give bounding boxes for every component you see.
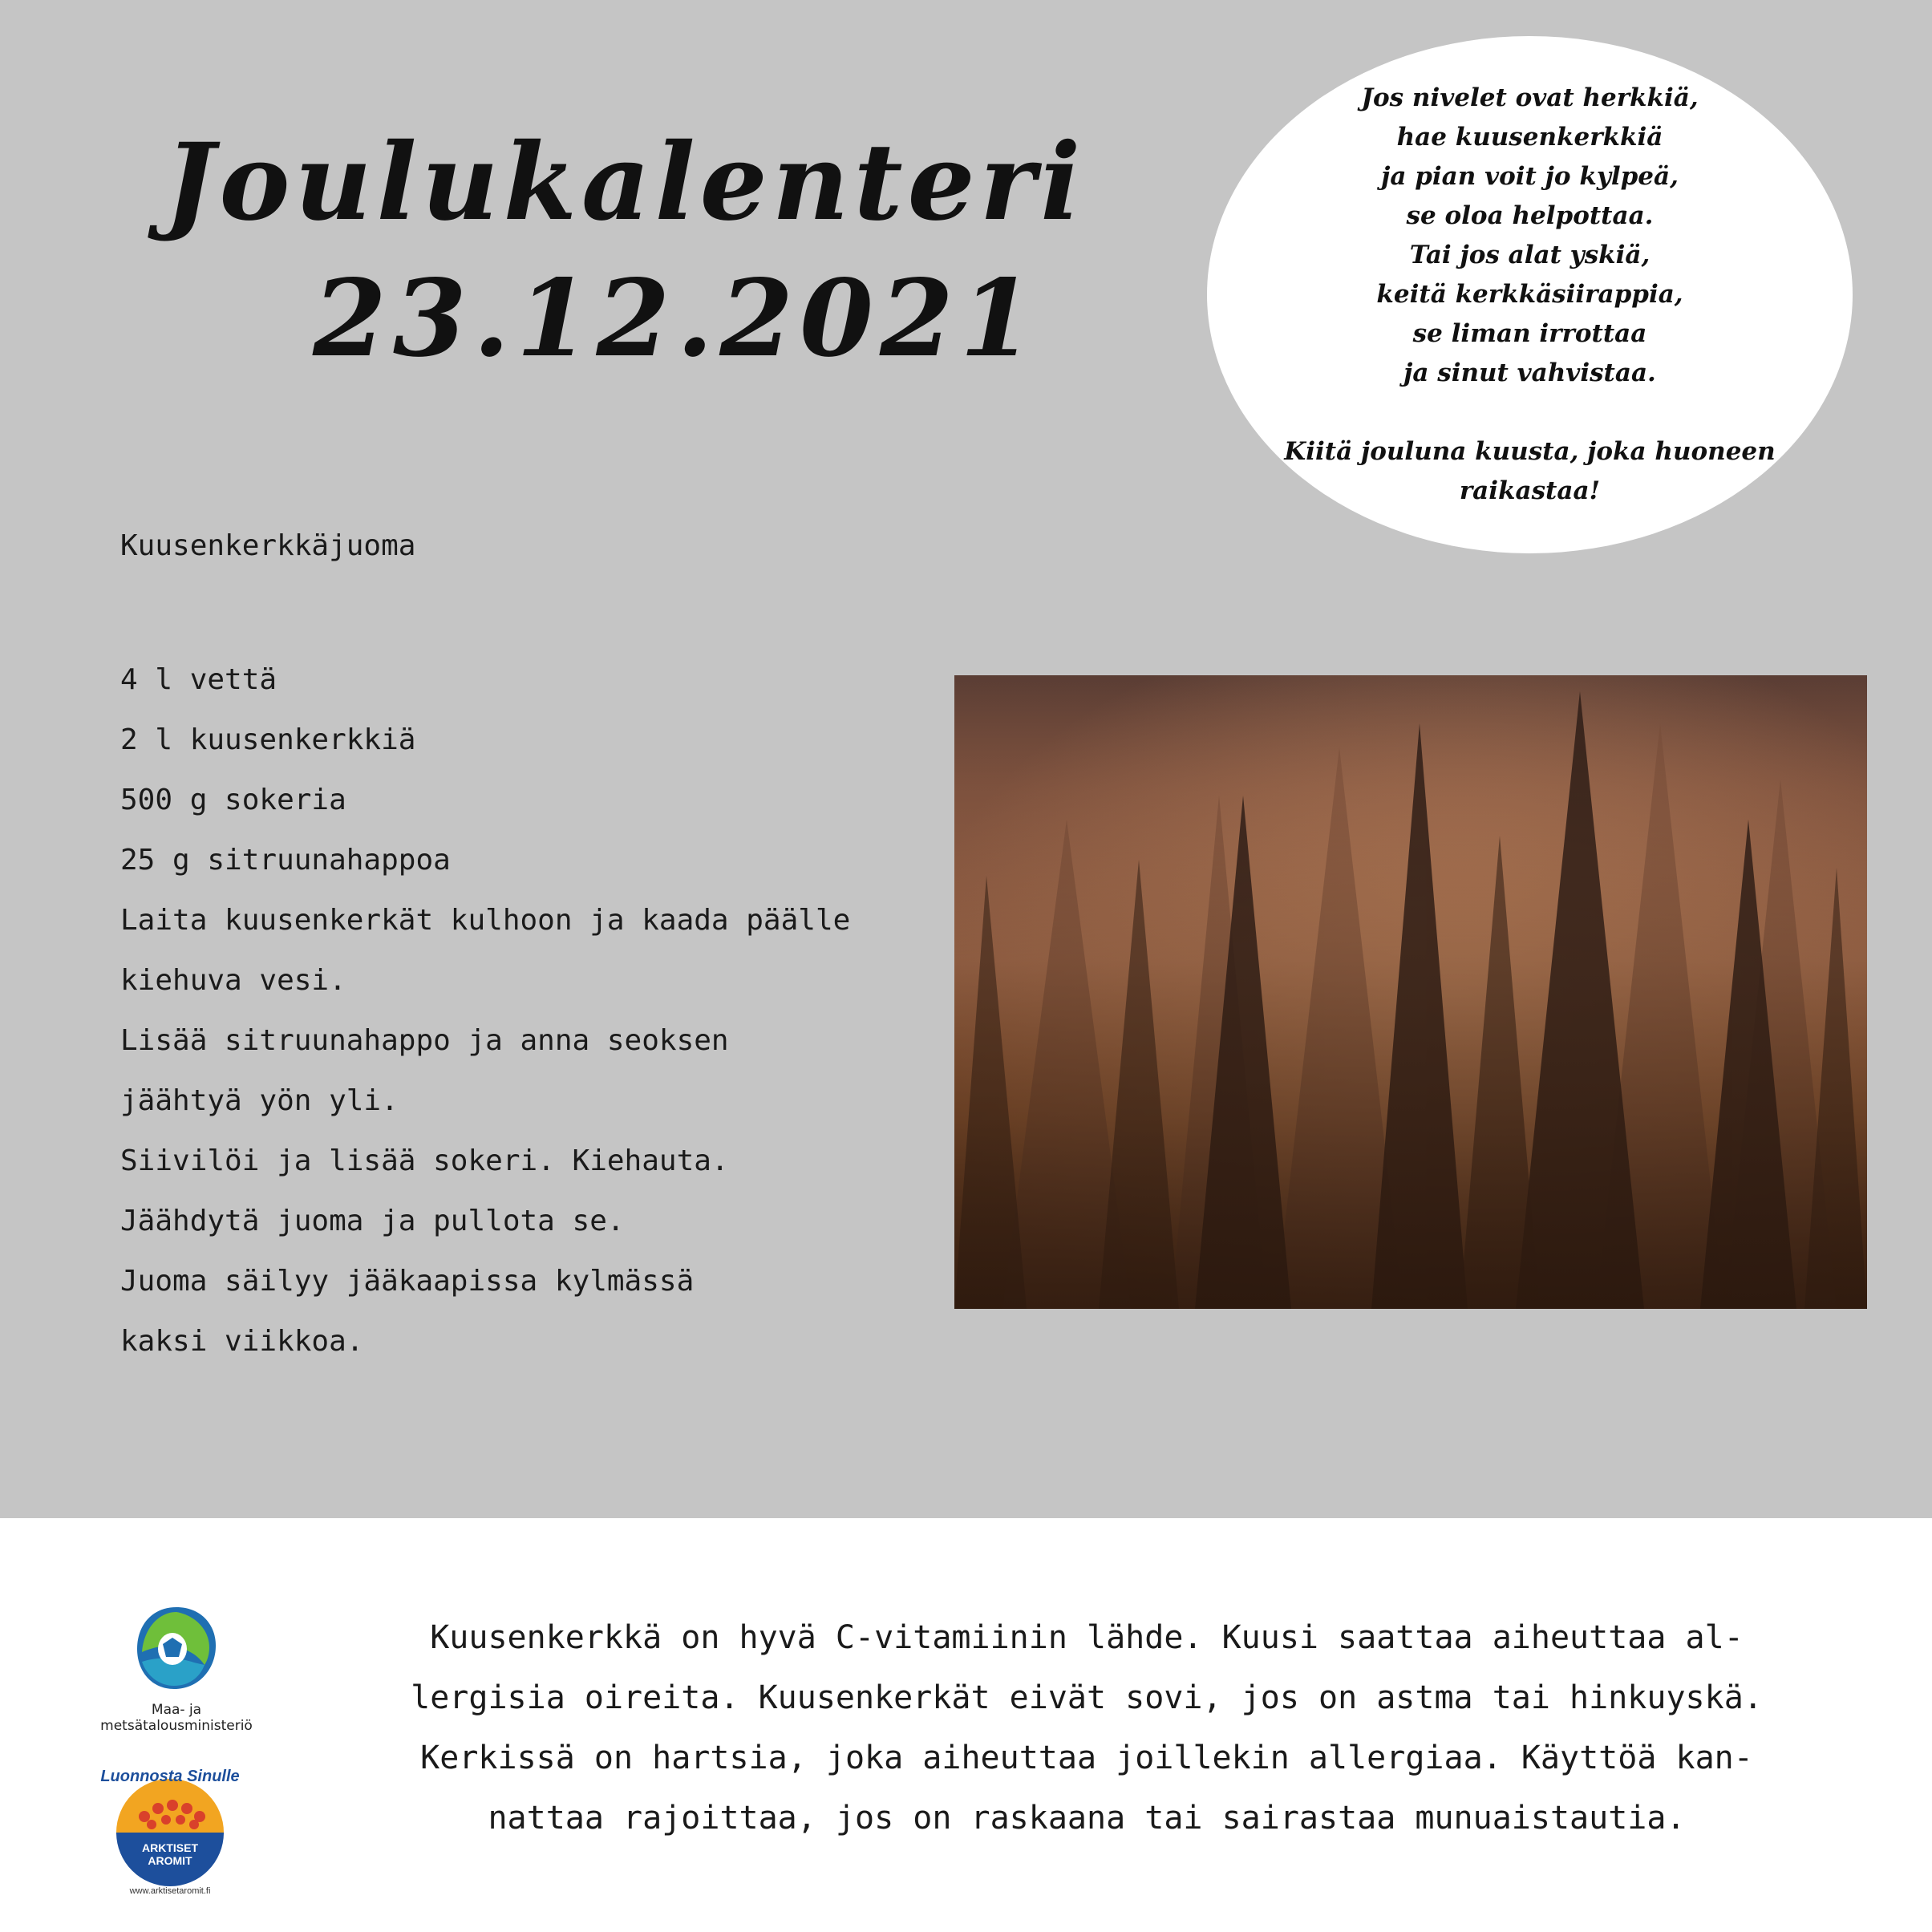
aromit-emblem-icon xyxy=(100,1760,241,1901)
recipe-line: Jäähdytä juoma ja pullota se. xyxy=(120,1205,625,1237)
footer-note-line: Kerkissä on hartsia, joka aiheuttaa joillekin allergiaa. Käyttöä kan- xyxy=(420,1740,1753,1776)
aromit-logo-text-top: Luonnosta Sinulle xyxy=(100,1768,240,1785)
page-title: Joulukalenteri xyxy=(164,120,1086,245)
ministry-logo-caption: Maa- ja metsätalousministeriö xyxy=(100,1702,253,1734)
poem-line: ja pian voit jo kylpeä, xyxy=(1381,162,1679,191)
poem-line: Jos nivelet ovat herkkiä, xyxy=(1361,83,1699,112)
recipe-line: kaksi viikkoa. xyxy=(120,1325,364,1358)
footer-note xyxy=(377,1608,1796,1849)
poem xyxy=(1251,79,1808,511)
recipe-line: Laita kuusenkerkät kulhoon ja kaada päälle xyxy=(120,904,851,937)
poem-line: hae kuusenkerkkiä xyxy=(1396,123,1663,152)
forest-silhouette xyxy=(954,675,1867,1309)
poem-closing-line: Kiitä jouluna kuusta, joka huoneen xyxy=(1284,437,1776,466)
aromit-logo-text-middle-2: AROMIT xyxy=(148,1854,192,1867)
poem-line: se oloa helpottaa. xyxy=(1406,201,1654,230)
poem-line: keitä kerkkäsiirappia, xyxy=(1376,280,1683,309)
ministry-logo xyxy=(76,1604,277,1732)
poem-line: ja sinut vahvistaa. xyxy=(1403,358,1656,387)
ministry-emblem-icon xyxy=(132,1604,221,1692)
recipe-line: 2 l kuusenkerkkiä xyxy=(120,723,416,756)
recipe-line: 4 l vettä xyxy=(120,663,277,696)
poem-line: se liman irrottaa xyxy=(1412,319,1647,348)
recipe-line: jäähtyä yön yli. xyxy=(120,1084,399,1117)
aromit-logo xyxy=(100,1760,241,1901)
recipe-title: Kuusenkerkkäjuoma xyxy=(120,529,416,562)
recipe-line: Siivilöi ja lisää sokeri. Kiehauta. xyxy=(120,1144,729,1177)
page-date: 23.12.2021 xyxy=(313,257,1040,381)
footer-note-line: Kuusenkerkkä on hyvä C-vitamiinin lähde. Kuusi saattaa aiheuttaa al- xyxy=(430,1619,1744,1656)
aromit-logo-text-bottom: www.arktisetaromit.fi xyxy=(129,1886,211,1896)
recipe-line: Lisää sitruunahappo ja anna seoksen xyxy=(120,1024,729,1057)
footer-note-line: nattaa rajoittaa, jos on raskaana tai sairastaa munuaistautia. xyxy=(488,1800,1686,1837)
recipe-line: 500 g sokeria xyxy=(120,784,346,816)
footer-note-line: lergisia oireita. Kuusenkerkät eivät sovi, jos on astma tai hinkuyskä. xyxy=(411,1679,1763,1716)
recipe-line: kiehuva vesi. xyxy=(120,964,346,997)
poem-line: Tai jos alat yskiä, xyxy=(1409,241,1651,269)
aromit-logo-text-middle-1: ARKTISET xyxy=(142,1841,198,1854)
forest-photo xyxy=(954,675,1867,1309)
recipe-instructions xyxy=(120,650,850,1371)
poem-gap xyxy=(1251,393,1808,432)
recipe-line: Juoma säilyy jääkaapissa kylmässä xyxy=(120,1265,695,1298)
poem-closing-line: raikastaa! xyxy=(1459,476,1601,505)
recipe-line: 25 g sitruunahappoa xyxy=(120,844,451,877)
